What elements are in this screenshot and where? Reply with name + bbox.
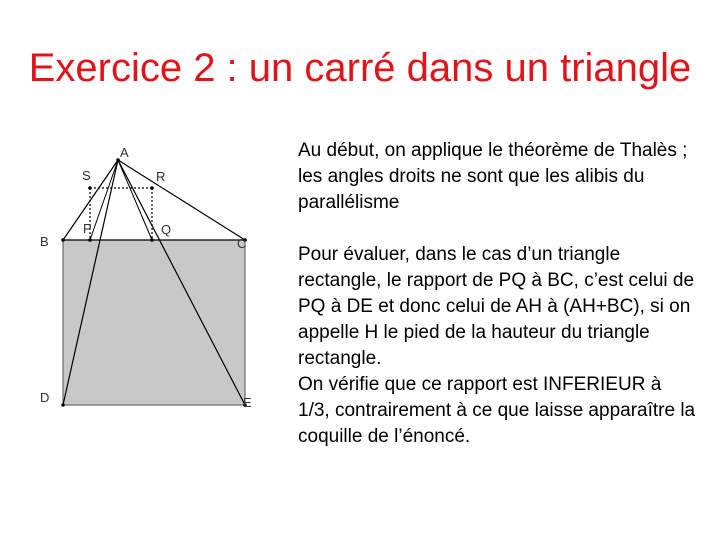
point-s	[88, 186, 92, 190]
label-d: D	[40, 390, 50, 405]
paragraph-thales: Au début, on applique le théorème de Thalès ; les angles droits ne sont que les alibis du parallélisme	[298, 140, 688, 213]
line-aq	[118, 160, 152, 240]
point-p	[88, 238, 92, 242]
slide-title: Exercice 2 : un carré dans un triangle	[28, 46, 692, 90]
label-b: B	[40, 234, 49, 249]
line-ap	[90, 160, 118, 240]
label-c: C	[237, 236, 247, 251]
paragraph-ratio: Pour évaluer, dans le cas d’un triangle rectangle, le rapport de PQ à BC, c’est celui de PQ à DE et donc celui de AH à (AH+BC), si on appelle H le pied de la hauteur du triangle rectangle.	[298, 244, 695, 369]
label-a: A	[120, 145, 129, 160]
label-r: R	[156, 169, 166, 184]
paragraph-verification: On vérifie que ce rapport est INFERIEUR à 1/3, contrairement à ce que laisse apparaître la coquille de l’énoncé.	[298, 374, 696, 447]
square-bcde	[63, 240, 245, 405]
triangle-square-diagram	[30, 138, 270, 418]
explanation-text	[298, 138, 698, 450]
label-q: Q	[161, 222, 172, 237]
label-e: E	[243, 395, 252, 410]
point-r	[150, 186, 154, 190]
label-s: S	[82, 168, 91, 183]
label-p: P	[83, 221, 92, 236]
point-d	[61, 403, 65, 407]
point-b	[61, 238, 65, 242]
point-q	[150, 238, 154, 242]
geometry-figure	[30, 138, 270, 418]
